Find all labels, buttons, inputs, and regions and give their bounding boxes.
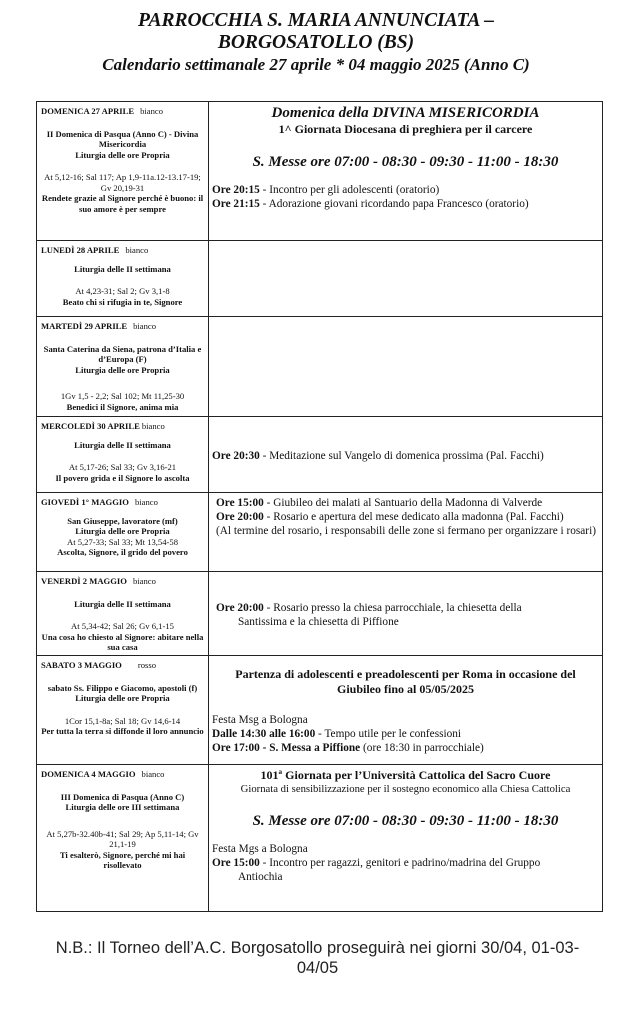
readings: 1Cor 15,1-8a; Sal 18; Gv 14,6-14 bbox=[64, 715, 181, 726]
event-item bbox=[212, 183, 599, 197]
mass-times: S. Messe ore 07:00 - 08:30 - 09:30 - 11:00 - 18:30 bbox=[252, 154, 559, 170]
psalm-response: Benedici il Signore, anima mia bbox=[66, 401, 179, 412]
event-text: - Incontro per ragazzi, genitori e padrino/madrina del Gruppo bbox=[259, 857, 541, 869]
day-events-cell bbox=[209, 241, 603, 317]
mass-times: S. Messe ore 07:00 - 08:30 - 09:30 - 11:00 - 18:30 bbox=[252, 813, 559, 829]
event-item bbox=[212, 496, 599, 510]
day-subtitle: Giornata di sensibilizzazione per il sostegno economico alla Chiesa Cattolica bbox=[240, 783, 571, 795]
day-title: Domenica della DIVINA MISERICORDIA bbox=[271, 105, 540, 121]
event-text: - Adorazione giovani ricordando papa Francesco (oratorio) bbox=[259, 198, 529, 210]
liturgy-hours: Liturgia delle ore Propria bbox=[75, 149, 170, 160]
liturgical-color: bianco bbox=[133, 321, 157, 331]
day-label: DOMENICA 27 APRILE bbox=[41, 106, 135, 116]
event-text: - Giubileo dei malati al Santuario della Madonna di Valverde bbox=[263, 497, 543, 509]
day-info-cell bbox=[37, 317, 209, 417]
event-continuation: Santissima e la chiesetta di Piffione bbox=[238, 616, 399, 628]
event-item bbox=[212, 856, 599, 870]
celebration: sabato Ss. Filippo e Giacomo, apostoli (f) bbox=[47, 682, 198, 693]
day-info-cell bbox=[37, 572, 209, 656]
day-events-cell bbox=[209, 417, 603, 493]
liturgy-hours: Liturgia delle II settimana bbox=[74, 598, 171, 609]
day-label: SABATO 3 MAGGIO bbox=[41, 660, 122, 670]
day-info-cell bbox=[37, 102, 209, 241]
event-text: - Rosario presso la chiesa parrocchiale, la chiesetta della bbox=[263, 602, 522, 614]
psalm-response: Una cosa ho chiesto al Signore: abitare nella sua casa bbox=[41, 631, 204, 652]
parish-name: PARROCCHIA S. MARIA ANNUNCIATA – bbox=[137, 10, 494, 31]
psalm-response: Il povero grida e il Signore lo ascolta bbox=[55, 472, 190, 483]
readings: At 4,23-31; Sal 2; Gv 3,1-8 bbox=[75, 286, 170, 296]
event-text: (ore 18:30 in parrocchiale) bbox=[360, 742, 484, 754]
event-time: Ore 15:00 bbox=[212, 857, 260, 869]
event-time: Ore 21:15 bbox=[212, 198, 260, 210]
event-item bbox=[212, 741, 599, 755]
event-item bbox=[212, 197, 599, 211]
day-label: DOMENICA 4 MAGGIO bbox=[41, 769, 136, 779]
event-time: Dalle 14:30 alle 16:00 bbox=[212, 728, 316, 740]
day-info-cell bbox=[37, 656, 209, 765]
day-headline: 101ª Giornata per l’Università Cattolica del Sacro Cuore bbox=[260, 768, 551, 782]
day-row bbox=[37, 656, 603, 765]
event-time: Ore 20:00 bbox=[216, 511, 264, 523]
weekly-calendar-table bbox=[36, 101, 603, 912]
footer-note: N.B.: Il Torneo dell’A.C. Borgosatollo proseguirà nei giorni 30/04, 01-03-04/05 bbox=[55, 939, 580, 977]
liturgy-hours: Liturgia delle ore Propria bbox=[75, 364, 170, 375]
day-label: LUNEDÌ 28 APRILE bbox=[41, 245, 120, 255]
day-subtitle: 1^ Giornata Diocesana di preghiera per il carcere bbox=[278, 122, 533, 136]
celebration: II Domenica di Pasqua (Anno C) - Divina Misericordia bbox=[46, 128, 199, 149]
psalm-response: Rendete grazie al Signore perché è buono: il suo amore è per sempre bbox=[41, 193, 204, 214]
liturgical-color: bianco bbox=[134, 497, 158, 507]
event-time: Ore 17:00 - S. Messa a Piffione bbox=[212, 742, 361, 754]
day-events-cell bbox=[209, 765, 603, 912]
event-time: Ore 15:00 bbox=[216, 497, 264, 509]
day-row bbox=[37, 317, 603, 417]
liturgical-color: bianco bbox=[140, 106, 164, 116]
liturgical-color: bianco bbox=[125, 245, 149, 255]
page-header bbox=[0, 10, 632, 76]
event-note: (Al termine del rosario, i responsabili delle zone si fermano per organizzare i rosari) bbox=[216, 525, 596, 537]
liturgical-color: bianco bbox=[132, 576, 156, 586]
event-text: - Rosario e apertura del mese dedicato alla madonna (Pal. Facchi) bbox=[263, 511, 564, 523]
day-events-cell bbox=[209, 656, 603, 765]
event-time: Ore 20:30 bbox=[212, 450, 260, 462]
event-time: Ore 20:15 bbox=[212, 184, 260, 196]
readings: 1Gv 1,5 - 2,2; Sal 102; Mt 11,25-30 bbox=[60, 391, 185, 401]
day-row bbox=[37, 241, 603, 317]
liturgy-hours: Liturgia delle ore III settimana bbox=[65, 802, 180, 812]
event-continuation: Antiochia bbox=[238, 871, 283, 883]
day-row bbox=[37, 572, 603, 656]
event-text: - Tempo utile per le confessioni bbox=[315, 728, 462, 740]
day-row bbox=[37, 493, 603, 572]
day-info-cell bbox=[37, 241, 209, 317]
liturgy-hours: Liturgia delle ore Propria bbox=[75, 693, 170, 703]
celebration: Santa Caterina da Siena, patrona d’Italia e d’Europa (F) bbox=[43, 343, 202, 364]
liturgical-color: bianco bbox=[141, 769, 165, 779]
readings: At 5,17-26; Sal 33; Gv 3,16-21 bbox=[68, 462, 177, 472]
calendar-title: Calendario settimanale 27 aprile * 04 maggio 2025 (Anno C) bbox=[102, 55, 530, 74]
psalm-response: Ascolta, Signore, il grido del povero bbox=[57, 547, 188, 557]
readings: At 5,12-16; Sal 117; Ap 1,9-11a.12-13.17-19; Gv 20,19-31 bbox=[44, 172, 201, 193]
psalm-response: Ti esalterò, Signore, perché mi hai risollevato bbox=[59, 849, 186, 870]
event-plain: Festa Msg a Bologna bbox=[212, 714, 308, 726]
event-item bbox=[212, 601, 599, 615]
event-item bbox=[212, 727, 599, 741]
readings: At 5,27-33; Sal 33; Mt 13,54-58 bbox=[66, 536, 178, 547]
parish-town: BORGOSATOLLO (BS) bbox=[217, 32, 415, 53]
day-events-cell bbox=[209, 493, 603, 572]
day-label: MARTEDÌ 29 APRILE bbox=[41, 321, 128, 331]
event-text: - Meditazione sul Vangelo di domenica prossima (Pal. Facchi) bbox=[259, 450, 544, 462]
day-events-cell bbox=[209, 317, 603, 417]
day-info-cell bbox=[37, 417, 209, 493]
day-row bbox=[37, 417, 603, 493]
celebration: III Domenica di Pasqua (Anno C) bbox=[60, 791, 185, 802]
readings: At 5,34-42; Sal 26; Gv 6,1-15 bbox=[71, 621, 174, 631]
liturgical-color: bianco bbox=[141, 421, 165, 431]
liturgy-hours: Liturgia delle II settimana bbox=[74, 263, 171, 274]
event-text: - Incontro per gli adolescenti (oratorio) bbox=[259, 184, 440, 196]
event-time: Ore 20:00 bbox=[216, 602, 264, 614]
event-item bbox=[212, 510, 599, 524]
psalm-response: Per tutta la terra si diffonde il loro annuncio bbox=[41, 726, 204, 736]
day-row bbox=[37, 765, 603, 912]
event-plain: Festa Mgs a Bologna bbox=[212, 843, 308, 855]
day-label: GIOVEDÌ 1° MAGGIO bbox=[41, 497, 129, 507]
day-info-cell bbox=[37, 765, 209, 912]
day-info-cell bbox=[37, 493, 209, 572]
day-row bbox=[37, 102, 603, 241]
day-label: VENERDÌ 2 MAGGIO bbox=[41, 576, 127, 586]
liturgical-color: rosso bbox=[137, 660, 157, 670]
liturgy-hours: Liturgia delle II settimana bbox=[74, 439, 171, 450]
event-item bbox=[212, 449, 599, 463]
psalm-response: Beato chi si rifugia in te, Signore bbox=[62, 296, 183, 307]
day-events-cell bbox=[209, 102, 603, 241]
readings: At 5,27b-32.40b-41; Sal 29; Ap 5,11-14; Gv 21,1-19 bbox=[46, 828, 199, 849]
day-headline: Partenza di adolescenti e preadolescenti per Roma in occasione del Giubileo fino al 05/05/2025 bbox=[235, 667, 576, 696]
celebration: San Giuseppe, lavoratore (mf) bbox=[67, 515, 178, 526]
day-events-cell bbox=[209, 572, 603, 656]
liturgy-hours: Liturgia delle ore Propria bbox=[75, 526, 170, 536]
day-label: MERCOLEDÌ 30 APRILE bbox=[41, 421, 140, 431]
